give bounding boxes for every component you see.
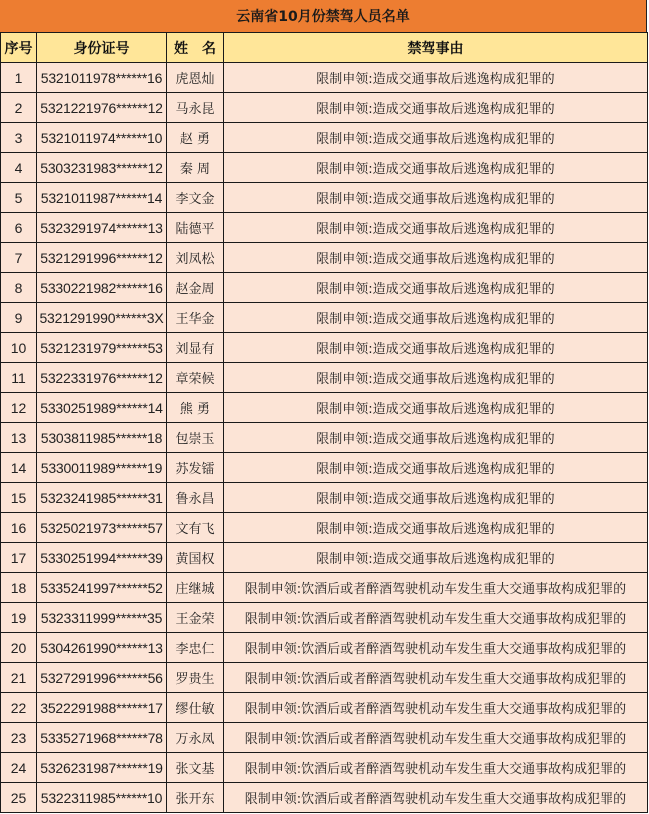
row-id-number: 5330251989******14 [37, 393, 167, 423]
row-index: 10 [1, 333, 37, 363]
row-reason: 限制申领:饮酒后或者醉酒驾驶机动车发生重大交通事故构成犯罪的 [224, 603, 648, 633]
row-reason: 限制申领:造成交通事故后逃逸构成犯罪的 [224, 63, 648, 93]
row-id-number: 5330221982******16 [37, 273, 167, 303]
header-name: 姓 名 [167, 33, 224, 63]
row-reason: 限制申领:造成交通事故后逃逸构成犯罪的 [224, 303, 648, 333]
row-index: 24 [1, 753, 37, 783]
table-row [1, 183, 648, 213]
row-id-number: 5321291996******12 [37, 243, 167, 273]
row-id-number: 5321011974******10 [37, 123, 167, 153]
row-reason: 限制申领:造成交通事故后逃逸构成犯罪的 [224, 363, 648, 393]
row-name: 文有飞 [167, 513, 224, 543]
row-name: 章荣候 [167, 363, 224, 393]
table-row [1, 633, 648, 663]
row-reason: 限制申领:饮酒后或者醉酒驾驶机动车发生重大交通事故构成犯罪的 [224, 663, 648, 693]
table-row [1, 303, 648, 333]
row-name: 苏发镭 [167, 453, 224, 483]
table-row [1, 123, 648, 153]
table-title: 云南省10月份禁驾人员名单 [0, 0, 647, 32]
row-id-number: 5330251994******39 [37, 543, 167, 573]
table-row [1, 63, 648, 93]
row-name: 赵金周 [167, 273, 224, 303]
row-reason: 限制申领:饮酒后或者醉酒驾驶机动车发生重大交通事故构成犯罪的 [224, 693, 648, 723]
table-row [1, 153, 648, 183]
row-reason: 限制申领:造成交通事故后逃逸构成犯罪的 [224, 453, 648, 483]
row-name: 李文金 [167, 183, 224, 213]
ban-list-table [0, 32, 648, 813]
table-row [1, 513, 648, 543]
row-name: 张文基 [167, 753, 224, 783]
row-reason: 限制申领:造成交通事故后逃逸构成犯罪的 [224, 93, 648, 123]
row-reason: 限制申领:造成交通事故后逃逸构成犯罪的 [224, 333, 648, 363]
header-reason: 禁驾事由 [224, 33, 648, 63]
row-reason: 限制申领:造成交通事故后逃逸构成犯罪的 [224, 513, 648, 543]
row-index: 12 [1, 393, 37, 423]
row-reason: 限制申领:饮酒后或者醉酒驾驶机动车发生重大交通事故构成犯罪的 [224, 753, 648, 783]
row-id-number: 5323291974******13 [37, 213, 167, 243]
row-reason: 限制申领:造成交通事故后逃逸构成犯罪的 [224, 153, 648, 183]
row-index: 2 [1, 93, 37, 123]
row-reason: 限制申领:造成交通事故后逃逸构成犯罪的 [224, 123, 648, 153]
row-id-number: 5303811985******18 [37, 423, 167, 453]
row-id-number: 5322331976******12 [37, 363, 167, 393]
row-reason: 限制申领:造成交通事故后逃逸构成犯罪的 [224, 183, 648, 213]
row-reason: 限制申领:饮酒后或者醉酒驾驶机动车发生重大交通事故构成犯罪的 [224, 633, 648, 663]
row-index: 3 [1, 123, 37, 153]
row-name: 马永昆 [167, 93, 224, 123]
table-row [1, 603, 648, 633]
table-row [1, 723, 648, 753]
row-index: 20 [1, 633, 37, 663]
row-name: 包崇玉 [167, 423, 224, 453]
row-id-number: 5323241985******31 [37, 483, 167, 513]
row-name: 王华金 [167, 303, 224, 333]
table-row [1, 483, 648, 513]
row-id-number: 5326231987******19 [37, 753, 167, 783]
row-name: 虎恩灿 [167, 63, 224, 93]
row-reason: 限制申领:造成交通事故后逃逸构成犯罪的 [224, 273, 648, 303]
row-reason: 限制申领:饮酒后或者醉酒驾驶机动车发生重大交通事故构成犯罪的 [224, 783, 648, 813]
row-index: 4 [1, 153, 37, 183]
row-index: 7 [1, 243, 37, 273]
row-reason: 限制申领:饮酒后或者醉酒驾驶机动车发生重大交通事故构成犯罪的 [224, 723, 648, 753]
row-name: 秦 周 [167, 153, 224, 183]
table-row [1, 453, 648, 483]
row-id-number: 5327291996******56 [37, 663, 167, 693]
row-name: 刘凤松 [167, 243, 224, 273]
table-row [1, 693, 648, 723]
row-id-number: 5323311999******35 [37, 603, 167, 633]
row-index: 8 [1, 273, 37, 303]
row-id-number: 5321231979******53 [37, 333, 167, 363]
row-id-number: 3522291988******17 [37, 693, 167, 723]
row-index: 19 [1, 603, 37, 633]
row-name: 陆德平 [167, 213, 224, 243]
row-id-number: 5330011989******19 [37, 453, 167, 483]
row-id-number: 5321221976******12 [37, 93, 167, 123]
row-index: 13 [1, 423, 37, 453]
row-name: 熊 勇 [167, 393, 224, 423]
table-row [1, 243, 648, 273]
row-index: 9 [1, 303, 37, 333]
row-name: 王金荣 [167, 603, 224, 633]
row-index: 11 [1, 363, 37, 393]
table-row [1, 93, 648, 123]
table-row [1, 753, 648, 783]
row-index: 18 [1, 573, 37, 603]
table-row [1, 213, 648, 243]
row-id-number: 5303231983******12 [37, 153, 167, 183]
row-index: 17 [1, 543, 37, 573]
table-row [1, 663, 648, 693]
table-row [1, 783, 648, 813]
row-index: 15 [1, 483, 37, 513]
row-reason: 限制申领:造成交通事故后逃逸构成犯罪的 [224, 483, 648, 513]
row-reason: 限制申领:造成交通事故后逃逸构成犯罪的 [224, 393, 648, 423]
table-row [1, 273, 648, 303]
row-index: 16 [1, 513, 37, 543]
header-index: 序号 [1, 33, 37, 63]
row-index: 25 [1, 783, 37, 813]
table-body [1, 63, 648, 813]
row-reason: 限制申领:造成交通事故后逃逸构成犯罪的 [224, 543, 648, 573]
row-reason: 限制申领:饮酒后或者醉酒驾驶机动车发生重大交通事故构成犯罪的 [224, 573, 648, 603]
row-name: 张开东 [167, 783, 224, 813]
row-id-number: 5304261990******13 [37, 633, 167, 663]
row-name: 黄国权 [167, 543, 224, 573]
row-id-number: 5335271968******78 [37, 723, 167, 753]
row-name: 罗贵生 [167, 663, 224, 693]
row-name: 庄继城 [167, 573, 224, 603]
row-index: 22 [1, 693, 37, 723]
table-row [1, 543, 648, 573]
row-index: 14 [1, 453, 37, 483]
row-reason: 限制申领:造成交通事故后逃逸构成犯罪的 [224, 243, 648, 273]
row-name: 缪仕敏 [167, 693, 224, 723]
row-index: 21 [1, 663, 37, 693]
row-index: 6 [1, 213, 37, 243]
row-id-number: 5321011987******14 [37, 183, 167, 213]
row-name: 万永凤 [167, 723, 224, 753]
row-id-number: 5321011978******16 [37, 63, 167, 93]
row-index: 5 [1, 183, 37, 213]
row-id-number: 5321291990******3X [37, 303, 167, 333]
row-reason: 限制申领:造成交通事故后逃逸构成犯罪的 [224, 423, 648, 453]
row-id-number: 5322311985******10 [37, 783, 167, 813]
table-row [1, 393, 648, 423]
table-row [1, 573, 648, 603]
row-id-number: 5335241997******52 [37, 573, 167, 603]
row-reason: 限制申领:造成交通事故后逃逸构成犯罪的 [224, 213, 648, 243]
table-row [1, 363, 648, 393]
row-name: 刘显有 [167, 333, 224, 363]
header-id-number: 身份证号 [37, 33, 167, 63]
row-name: 李忠仁 [167, 633, 224, 663]
table-row [1, 333, 648, 363]
row-id-number: 5325021973******57 [37, 513, 167, 543]
row-name: 鲁永昌 [167, 483, 224, 513]
row-index: 23 [1, 723, 37, 753]
row-index: 1 [1, 63, 37, 93]
row-name: 赵 勇 [167, 123, 224, 153]
table-row [1, 423, 648, 453]
header-row [1, 33, 648, 63]
